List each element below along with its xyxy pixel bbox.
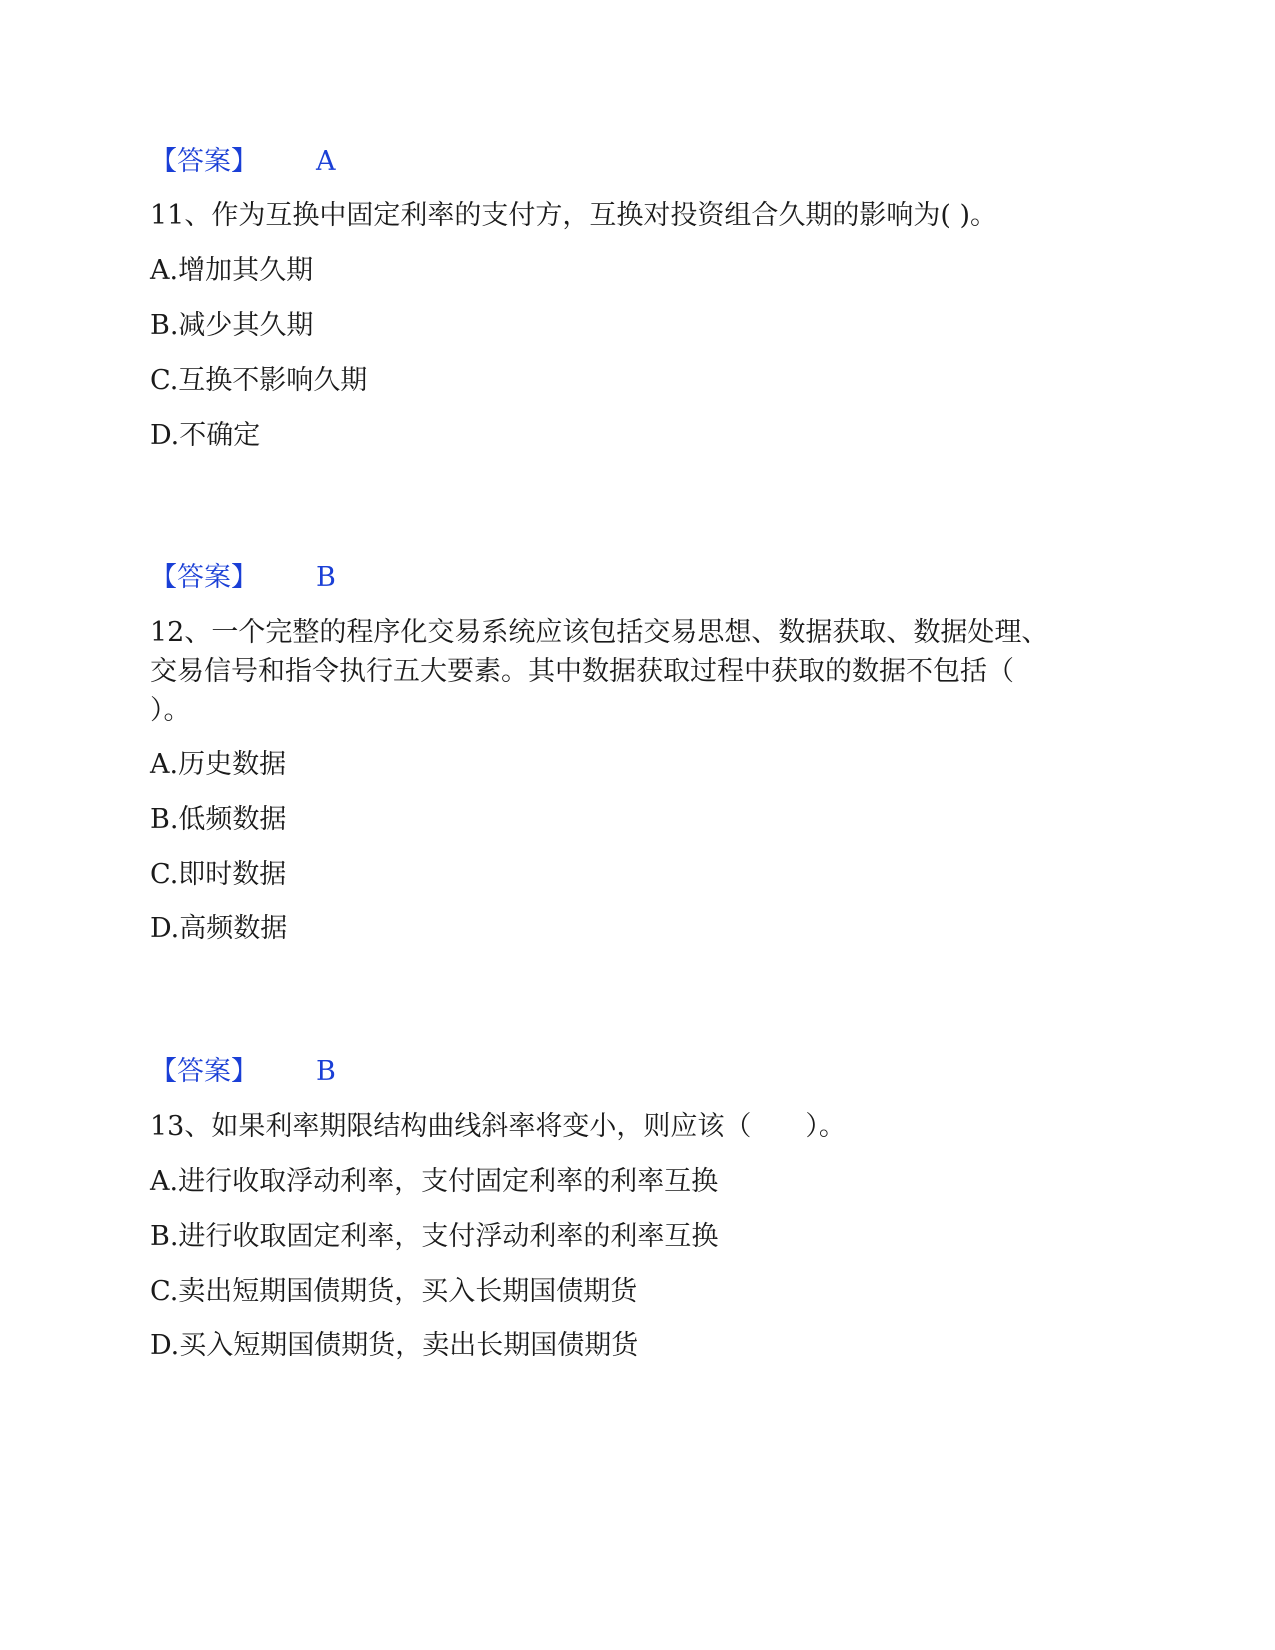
answer-label: 【答案】 xyxy=(150,562,258,593)
question-12-option-c: C.即时数据 xyxy=(150,859,287,890)
question-12-option-b: B.低频数据 xyxy=(150,804,287,835)
question-11-option-b: B.减少其久期 xyxy=(150,310,314,341)
answer-value: B xyxy=(316,1056,336,1087)
question-11-text: 11、作为互换中固定利率的支付方，互换对投资组合久期的影响为( )。 xyxy=(150,200,998,231)
answer-label: 【答案】 xyxy=(150,1056,258,1087)
answer-value: A xyxy=(316,146,336,177)
question-11-option-d: D.不确定 xyxy=(150,420,261,451)
question-12-option-a: A.历史数据 xyxy=(150,749,287,780)
answer-line xyxy=(150,562,336,594)
answer-value: B xyxy=(316,562,336,593)
question-12-text-line-3: ）。 xyxy=(150,695,191,726)
question-12-text-line-1: 12、一个完整的程序化交易系统应该包括交易思想、数据获取、数据处理、 xyxy=(150,617,1049,648)
question-12-option-d: D.高频数据 xyxy=(150,913,288,944)
question-13-text: 13、如果利率期限结构曲线斜率将变小，则应该（ ）。 xyxy=(150,1111,846,1142)
answer-label: 【答案】 xyxy=(150,146,258,177)
question-13-option-d: D.买入短期国债期货，卖出长期国债期货 xyxy=(150,1330,639,1361)
answer-line xyxy=(150,146,336,178)
question-11-option-a: A.增加其久期 xyxy=(150,255,314,286)
question-11-option-c: C.互换不影响久期 xyxy=(150,365,368,396)
question-13-option-c: C.卖出短期国债期货，买入长期国债期货 xyxy=(150,1276,638,1307)
question-13-option-b: B.进行收取固定利率，支付浮动利率的利率互换 xyxy=(150,1221,719,1252)
question-12-text-line-2: 交易信号和指令执行五大要素。其中数据获取过程中获取的数据不包括（ xyxy=(150,656,1014,687)
question-13-option-a: A.进行收取浮动利率，支付固定利率的利率互换 xyxy=(150,1166,719,1197)
answer-line xyxy=(150,1056,336,1088)
